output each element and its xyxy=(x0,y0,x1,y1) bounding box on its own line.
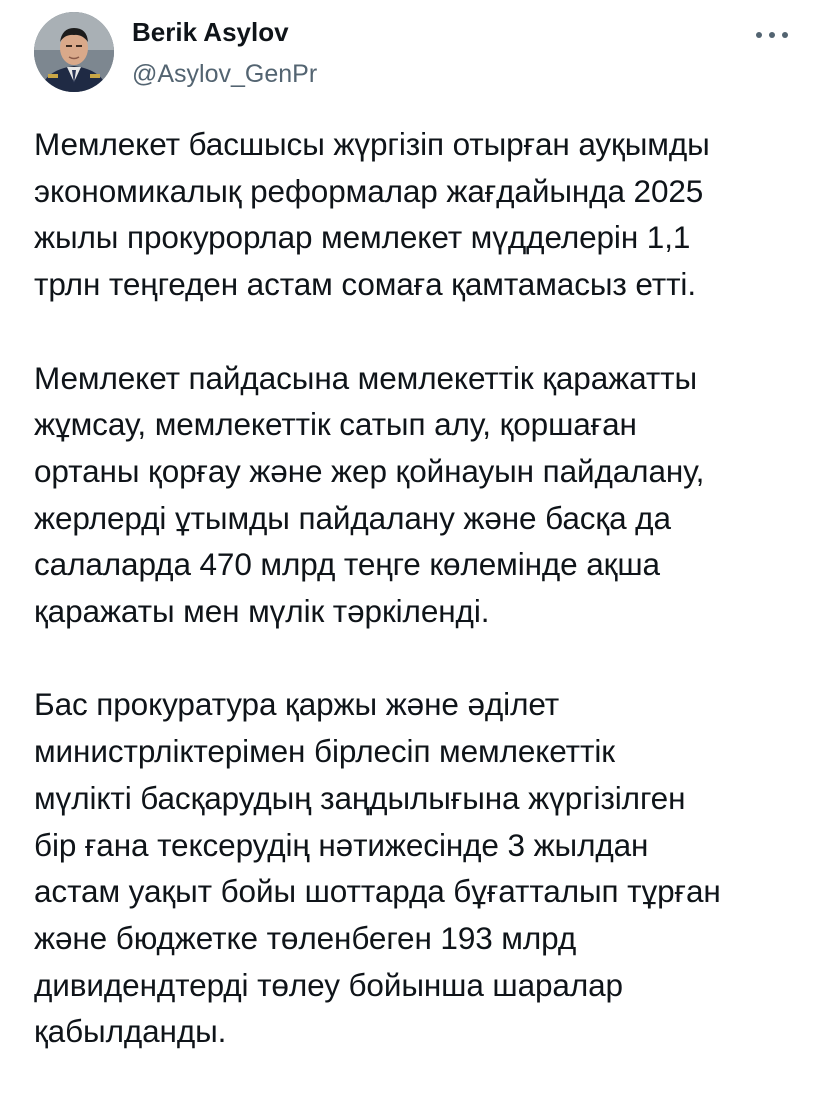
text-line: қабылданды. xyxy=(34,1013,227,1050)
text-line: дивидендтерді төлеу бойынша шаралар xyxy=(34,966,623,1003)
text-line: ортаны қорғау және жер қойнауын пайдалану, xyxy=(34,452,705,489)
text-line: жылы прокурорлар мемлекет мүдделерін 1,1 xyxy=(34,219,691,256)
user-handle[interactable]: @Asylov_GenPr xyxy=(132,60,318,88)
tweet-paragraph xyxy=(34,681,794,1055)
more-dots-icon xyxy=(782,32,788,38)
avatar[interactable] xyxy=(34,12,114,92)
more-options-button[interactable] xyxy=(750,20,794,50)
tweet-header xyxy=(34,10,794,94)
text-line: астам уақыт бойы шоттарда бұғатталып тұрған xyxy=(34,873,721,910)
text-line: жұмсау, мемлекеттік сатып алу, қоршаған xyxy=(34,406,637,443)
text-line: Мемлекет басшысы жүргізіп отырған ауқымды xyxy=(34,126,710,162)
tweet-paragraph xyxy=(34,121,794,308)
text-line: министрліктерімен бірлесіп мемлекеттік xyxy=(34,733,615,770)
text-line: Мемлекет пайдасына мемлекеттік қаражатты xyxy=(34,359,698,396)
text-line: қаражаты мен мүлік тәркіленді. xyxy=(34,593,490,630)
text-line: жерлерді ұтымды пайдалану және басқа да xyxy=(34,499,671,536)
more-dots-icon xyxy=(769,32,775,38)
text-line: мүлікті басқарудың заңдылығына жүргізілген xyxy=(34,779,686,816)
text-line: және бюджетке төленбеген 193 млрд xyxy=(34,919,577,956)
text-line: бір ғана тексерудің нәтижесінде 3 жылдан xyxy=(34,826,649,863)
text-line: экономикалық реформалар жағдайында 2025 xyxy=(34,172,704,209)
tweet-paragraph xyxy=(34,355,794,635)
text-line: трлн теңгеден астам сомаға қамтамасыз етті. xyxy=(34,266,696,303)
author-info xyxy=(132,16,317,90)
more-dots-icon xyxy=(756,32,762,38)
text-line: Бас прокуратура қаржы және әділет xyxy=(34,686,560,723)
person-avatar-icon xyxy=(34,12,114,92)
tweet-text xyxy=(34,121,794,1102)
text-line: салаларда 470 млрд теңге көлемінде ақша xyxy=(34,546,660,583)
display-name[interactable]: Berik Asylov xyxy=(132,17,289,47)
